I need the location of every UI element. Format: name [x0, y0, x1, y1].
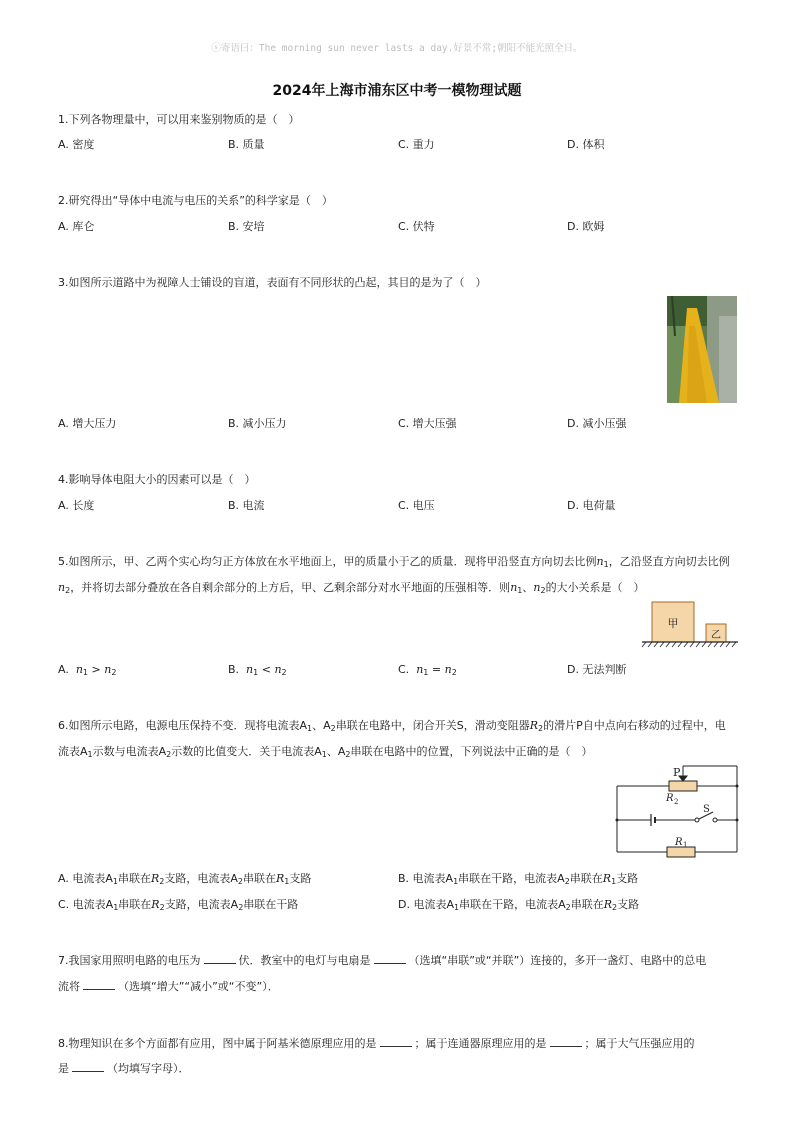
q3-option-b[interactable]: B. 减小压力 [228, 417, 287, 430]
tactile-paving-photo [667, 296, 737, 403]
q6-option-a[interactable]: A. 电流表$A_1$串联在$R_2$支路，电流表$A_2$串联在$R_1$支路 [58, 872, 312, 886]
question-4: 4.影响导体电阻大小的因素可以是（ ） [58, 473, 256, 486]
question-6-line-1: 6.如图所示电路，电源电压保持不变．现将电流表$A_1$、$A_2$串联在电路中，闭合开关S，滑动变阻器$R_2$的滑片P自中点向右移动的过程中，电 [58, 719, 726, 733]
q5-option-a[interactable]: A. $n_1 > n_2$ [58, 663, 117, 677]
blocks-figure [640, 598, 740, 650]
q6-option-b[interactable]: B. 电流表$A_1$串联在干路，电流表$A_2$串联在$R_1$支路 [398, 872, 639, 886]
q2-option-a[interactable]: A. 库仑 [58, 220, 95, 233]
q1-option-d[interactable]: D. 体积 [567, 138, 605, 151]
question-8-line-1: 8.物理知识在多个方面都有应用，图中属于阿基米德原理应用的是 ；属于连通器原理应用的是 ；属于大气压强应用的 [58, 1037, 695, 1050]
answer-blank[interactable] [380, 1036, 412, 1047]
question-7-line-2: 流将 （选填“增大”“减小”或“不变”）． [58, 980, 279, 993]
q4-option-b[interactable]: B. 电流 [228, 499, 265, 512]
question-8-line-2: 是 （均填写字母）． [58, 1062, 190, 1075]
question-5-line-2: $n_2$，并将切去部分叠放在各自剩余部分的上方后，甲、乙剩余部分对水平地面的压强相等．则$n_1$、$n_2$的大小关系是（ ） [58, 581, 645, 595]
question-7-line-1: 7.我国家用照明电路的电压为 伏．教室中的电灯与电扇是 （选填“串联”或“并联”）连接的，多开一盏灯、电路中的总电 [58, 954, 707, 967]
switch-s-label: S [703, 804, 710, 815]
q4-option-c[interactable]: C. 电压 [398, 499, 435, 512]
q2-option-b[interactable]: B. 安培 [228, 220, 265, 233]
q4-option-d[interactable]: D. 电荷量 [567, 499, 616, 512]
block-yi-label: 乙 [711, 630, 721, 641]
watermark: ⓢ寄语曰：The morning sun never lasts a day.好景不常;朝阳不能光照全日。 [211, 43, 583, 54]
question-1: 1.下列各物理量中，可以用来鉴别物质的是（ ） [58, 113, 300, 126]
question-3: 3.如图所示道路中为视障人士铺设的盲道，表面有不同形状的凸起，其目的是为了（ ） [58, 276, 487, 289]
q2-option-d[interactable]: D. 欧姆 [567, 220, 605, 233]
q2-option-c[interactable]: C. 伏特 [398, 220, 435, 233]
r2-subscript: 2 [674, 798, 679, 806]
q5-option-b[interactable]: B. $n_1 < n_2$ [228, 663, 287, 677]
question-6-line-2: 流表$A_1$示数与电流表$A_2$示数的比值变大．关于电流表$A_1$、$A_2$串联在电路中的位置，下列说法中正确的是（ ） [58, 745, 593, 759]
q1-option-b[interactable]: B. 质量 [228, 138, 265, 151]
r1-subscript: 1 [683, 841, 688, 849]
slider-p-label: P [673, 766, 681, 779]
r2-label: R [666, 793, 674, 804]
q4-option-a[interactable]: A. 长度 [58, 499, 95, 512]
block-jia-label: 甲 [667, 617, 679, 630]
q6-option-c[interactable]: C. 电流表$A_1$串联在$R_2$支路，电流表$A_2$串联在干路 [58, 898, 299, 912]
q1-option-c[interactable]: C. 重力 [398, 138, 435, 151]
q3-option-a[interactable]: A. 增大压力 [58, 417, 117, 430]
circuit-diagram [613, 764, 743, 860]
answer-blank[interactable] [72, 1061, 104, 1072]
r1-label: R [675, 837, 683, 848]
q1-option-a[interactable]: A. 密度 [58, 138, 95, 151]
question-2: 2.研究得出“导体中电流与电压的关系”的科学家是（ ） [58, 194, 333, 207]
q3-option-d[interactable]: D. 减小压强 [567, 417, 627, 430]
answer-blank[interactable] [204, 953, 236, 964]
q6-option-d[interactable]: D. 电流表$A_1$串联在干路，电流表$A_2$串联在$R_2$支路 [398, 898, 640, 912]
q3-option-c[interactable]: C. 增大压强 [398, 417, 457, 430]
answer-blank[interactable] [550, 1036, 582, 1047]
question-5-line-1: 5.如图所示，甲、乙两个实心均匀正方体放在水平地面上，甲的质量小于乙的质量．现将甲沿竖直方向切去比例$n_1$，乙沿竖直方向切去比例 [58, 555, 730, 569]
q5-option-c[interactable]: C. $n_1 = n_2$ [398, 663, 457, 677]
answer-blank[interactable] [374, 953, 406, 964]
q5-option-d[interactable]: D. 无法判断 [567, 663, 627, 676]
answer-blank[interactable] [83, 979, 115, 990]
page-title: 2024年上海市浦东区中考一模物理试题 [272, 83, 522, 99]
